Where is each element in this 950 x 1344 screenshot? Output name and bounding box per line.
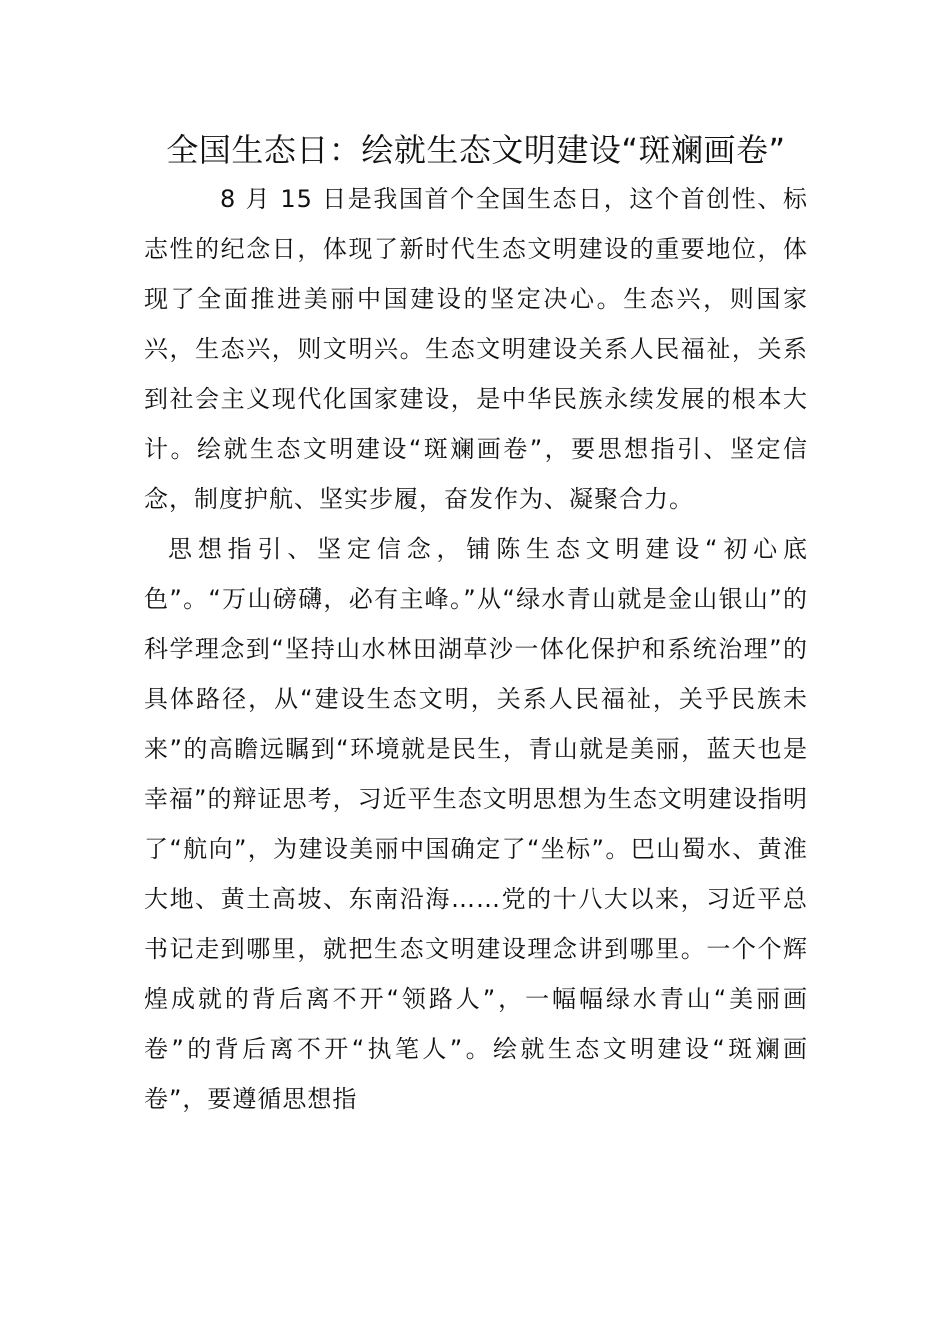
document-page (144, 126, 808, 1124)
document-title: 全国生态日：绘就生态文明建设“斑斓画卷” (166, 131, 786, 169)
paragraph-2: 思想指引、坚定信念，铺陈生态文明建设“初心底色”。“万山磅礴，必有主峰。”从“绿水青山就是金山银山”的科学理念到“坚持山水林田湖草沙一体化保护和系统治理”的具体路径，从“建设生态文明，关系人民福祉，关乎民族未来”的高瞻远瞩到“环境就是民生，青山就是美丽，蓝天也是幸福”的辩证思考，习近平生态文明思想为生态文明建设指明了“航向”，为建设美丽中国确定了“坐标”。巴山蜀水、黄淮大地、黄土高坡、东南沿海……党的十八大以来，习近平总书记走到哪里，就把生态文明建设理念讲到哪里。一个个辉煌成就的背后离不开“领路人”，一幅幅绿水青山“美丽画卷”的背后离不开“执笔人”。绘就生态文明建设“斑斓画卷”，要遵循思想指 (144, 535, 808, 1113)
paragraph-1: 8 月 15 日是我国首个全国生态日，这个首创性、标志性的纪念日，体现了新时代生态文明建设的重要地位，体现了全面推进美丽中国建设的坚定决心。生态兴，则国家兴，生态兴，则文明兴。生态文明建设关系人民福祉，关系到社会主义现代化国家建设，是中华民族永续发展的根本大计。绘就生态文明建设“斑斓画卷”，要思想指引、坚定信念，制度护航、坚实步履，奋发作为、凝聚合力。 (144, 185, 808, 513)
